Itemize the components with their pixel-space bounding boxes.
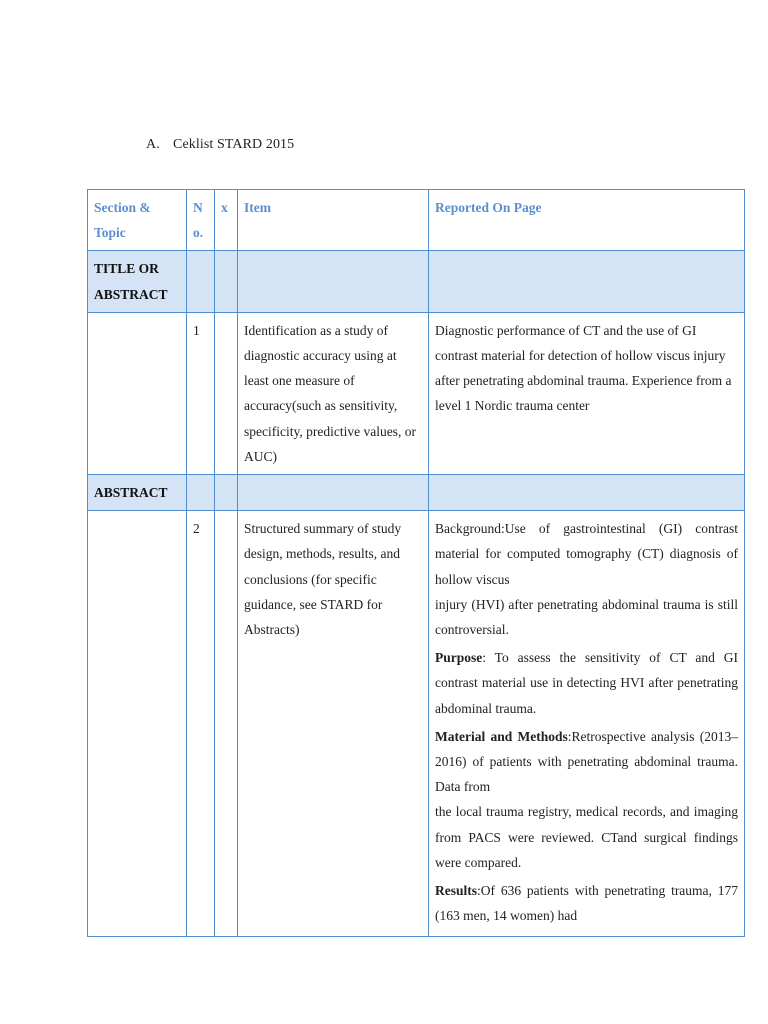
header-item: Item — [238, 190, 429, 251]
results-label: Results — [435, 883, 478, 899]
row-item-text: Structured summary of study design, methods, results, and conclusions (for specific guidance, see STARD for Abstracts) — [238, 511, 429, 937]
table-header-row — [88, 190, 745, 251]
row-number: 1 — [187, 312, 215, 474]
heading-text: Ceklist STARD 2015 — [173, 137, 295, 152]
abstract-results: Results:Of 636 patients with penetrating trauma, 177 (163 men, 14 women) had — [435, 883, 738, 924]
section-title: TITLE OR ABSTRACT — [88, 251, 187, 312]
table-row — [88, 511, 745, 937]
heading-marker: A. — [146, 137, 160, 152]
row-number: 2 — [187, 511, 215, 937]
row-reported-text: Diagnostic performance of CT and the use of GI contrast material for detection of hollow viscus injury after penetrating abdominal trauma. Experience from a level 1 Nordic trauma center — [429, 312, 745, 474]
table-row — [88, 312, 745, 474]
section-title: ABSTRACT — [88, 475, 187, 511]
methods-label: Material and Methods — [435, 728, 568, 744]
header-x: x — [215, 190, 238, 251]
row-reported-abstract — [429, 511, 745, 937]
abstract-purpose: Purpose: To assess the sensitivity of CT and GI contrast material use in detecting HVI after penetrating abdominal trauma. — [435, 650, 738, 716]
section-row-abstract — [88, 475, 745, 511]
header-section-topic: Section & Topic — [88, 190, 187, 251]
abstract-background: Background:Use of gastrointestinal (GI) contrast material for computed tomography (CT) diagnosis of hollow viscus injury (HVI) after penetrating abdominal trauma is still controversial. — [435, 521, 738, 638]
abstract-methods: Material and Methods:Retrospective analysis (2013–2016) of patients with penetrating abdominal trauma. Data from the local trauma registry, medical records, and imaging from PACS were reviewed. CTand surgical findings were compared. — [435, 728, 738, 870]
stard-checklist-table — [87, 189, 745, 937]
document-heading — [146, 137, 294, 153]
header-reported-on-page: Reported On Page — [429, 190, 745, 251]
purpose-label: Purpose — [435, 650, 483, 666]
section-row-title-or-abstract — [88, 251, 745, 312]
row-item-text: Identification as a study of diagnostic accuracy using at least one measure of accuracy(such as sensitivity, specificity, predictive values, or AUC) — [238, 312, 429, 474]
background-label: Background: — [435, 521, 505, 537]
header-number: N o. — [187, 190, 215, 251]
